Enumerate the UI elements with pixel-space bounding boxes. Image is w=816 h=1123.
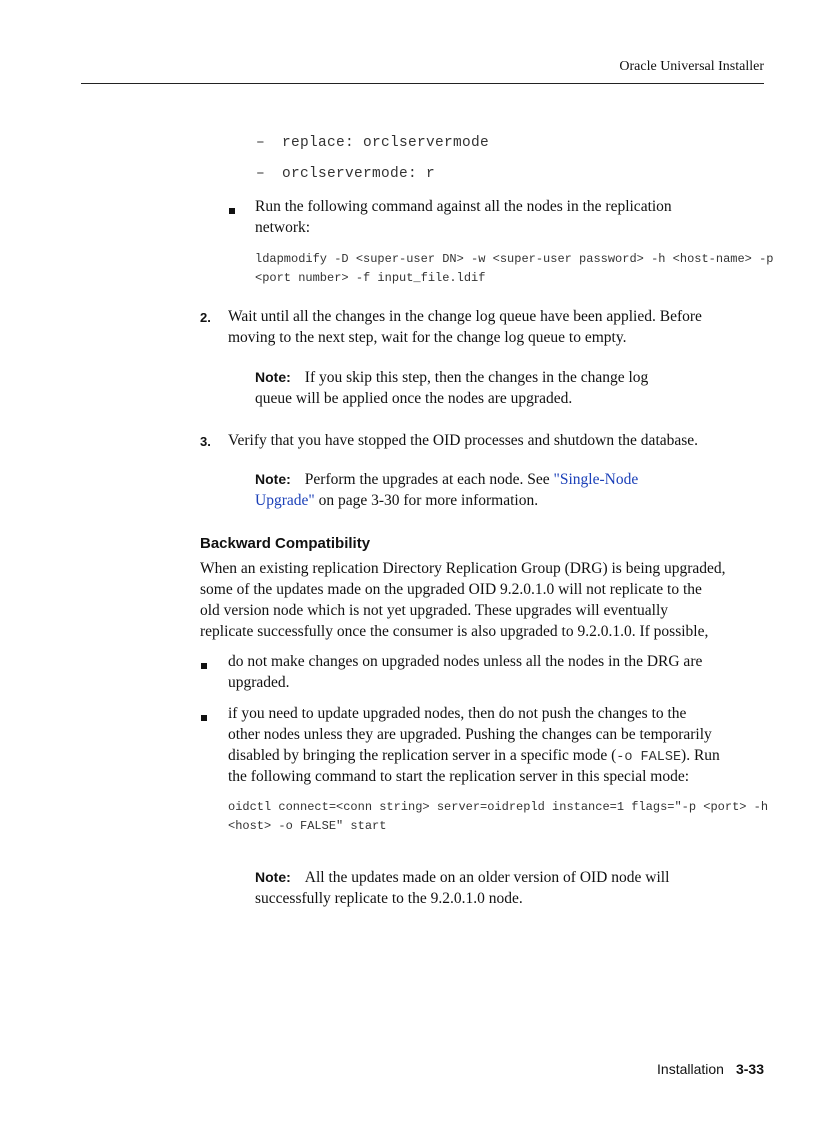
running-header: Oracle Universal Installer	[619, 59, 764, 74]
bullet-icon	[201, 663, 207, 669]
single-node-upgrade-link[interactable]: "Single-Node	[553, 471, 639, 488]
bullet-line: the following command to start the replication server in this special mode:	[228, 768, 690, 785]
note-label: Note:	[255, 471, 291, 487]
code-line: <port number> -f input_file.ldif	[255, 271, 486, 285]
page-footer	[657, 1061, 764, 1077]
run-command-line-2: network:	[255, 219, 311, 236]
bullet-text: ). Run	[681, 747, 720, 764]
step-number: 3.	[200, 434, 211, 449]
paragraph-line: some of the updates made on the upgraded OID 9.2.0.1.0 will not replicate to the	[200, 581, 702, 598]
bullet-icon	[201, 715, 207, 721]
bullet-line: other nodes unless they are upgraded. Pushing the changes can be temporarily	[228, 726, 712, 743]
note-label: Note:	[255, 369, 291, 385]
dash-item-text: orclservermode: r	[282, 166, 436, 182]
step-number: 2.	[200, 310, 211, 325]
code-line: <host> -o FALSE" start	[228, 819, 387, 833]
paragraph-line: replicate successfully once the consumer is also upgraded to 9.2.0.1.0. If possible,	[200, 623, 709, 640]
note-text: If you skip this step, then the changes in the change log	[304, 369, 649, 386]
single-node-upgrade-link[interactable]: Upgrade"	[255, 492, 315, 509]
note-block	[255, 367, 648, 388]
paragraph-line: old version node which is not yet upgraded. These upgrades will eventually	[200, 602, 669, 619]
run-command-line-1: Run the following command against all the nodes in the replication	[255, 198, 672, 215]
note-block	[255, 469, 638, 490]
note-text: on page 3-30 for more information.	[314, 492, 539, 509]
dash-marker: –	[256, 135, 266, 151]
page-number: 3-33	[735, 1061, 764, 1077]
note-block	[255, 867, 669, 888]
note-text: All the updates made on an older version of OID node will	[304, 869, 670, 886]
note-text-line-2: successfully replicate to the 9.2.0.1.0 node.	[255, 890, 523, 907]
header-rule	[81, 83, 764, 84]
bullet-line: if you need to update upgraded nodes, then do not push the changes to the	[228, 705, 687, 722]
bullet-text: disabled by bringing the replication server in a specific mode (	[228, 747, 617, 764]
step3-text: Verify that you have stopped the OID processes and shutdown the database.	[228, 432, 699, 449]
inline-code: -o FALSE	[616, 750, 682, 765]
note-text: Perform the upgrades at each node. See	[304, 471, 554, 488]
note-text-line-2	[255, 490, 538, 511]
dash-marker: –	[256, 166, 266, 182]
note-label: Note:	[255, 869, 291, 885]
bullet-line: do not make changes on upgraded nodes unless all the nodes in the DRG are	[228, 653, 703, 670]
paragraph-line: When an existing replication Directory Replication Group (DRG) is being upgraded,	[200, 560, 726, 577]
note-text-line-2: queue will be applied once the nodes are upgraded.	[255, 390, 573, 407]
section-heading: Backward Compatibility	[200, 535, 371, 552]
code-line: oidctl connect=<conn string> server=oidrepld instance=1 flags="-p <port> -h	[228, 800, 769, 814]
step2-line-2: moving to the next step, wait for the change log queue to empty.	[228, 329, 627, 346]
footer-section: Installation	[657, 1061, 724, 1077]
step2-line-1: Wait until all the changes in the change log queue have been applied. Before	[228, 308, 702, 325]
dash-item-text: replace: orclservermode	[282, 135, 490, 151]
bullet-line: upgraded.	[228, 674, 290, 691]
bullet-line	[228, 745, 720, 768]
bullet-icon	[229, 208, 235, 214]
code-line: ldapmodify -D <super-user DN> -w <super-user password> -h <host-name> -p	[255, 252, 774, 266]
